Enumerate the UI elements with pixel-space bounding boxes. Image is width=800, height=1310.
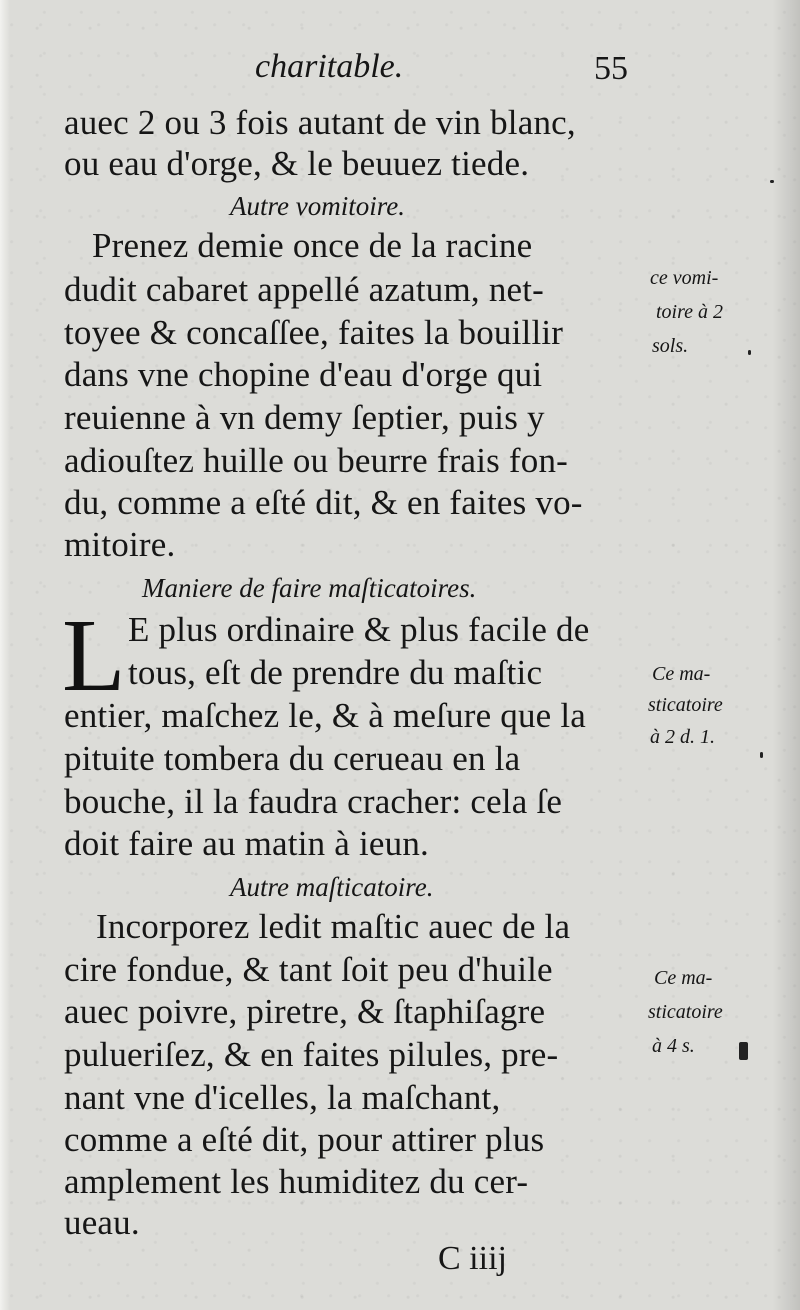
text-line: Prenez demie once de la racine bbox=[92, 226, 533, 265]
ink-speck bbox=[760, 752, 763, 758]
text-line: reuienne à vn demy ſeptier, puis y bbox=[64, 398, 545, 437]
text-line: mitoire. bbox=[64, 525, 176, 564]
section-heading: Autre maſticatoire. bbox=[230, 872, 434, 902]
ink-speck bbox=[770, 180, 774, 183]
text-line: bouche, il la faudra cracher: cela ſe bbox=[64, 782, 563, 821]
signature-mark: C iiij bbox=[438, 1240, 507, 1277]
text-line: adiouſtez huille ou beurre frais fon- bbox=[64, 441, 569, 480]
ink-speck bbox=[748, 350, 751, 355]
text-line: toyee & concaſſee, faites la bouillir bbox=[64, 313, 564, 352]
margin-note-line: Ce ma- bbox=[652, 663, 711, 685]
text-line: entier, maſchez le, & à meſure que la bbox=[64, 696, 586, 735]
text-line: dudit cabaret appellé azatum, net- bbox=[64, 270, 545, 309]
gutter-shadow bbox=[772, 0, 800, 1310]
text-line: pituite tombera du cerueau en la bbox=[64, 739, 521, 778]
section-heading: Autre vomitoire. bbox=[230, 191, 405, 221]
text-line: cire fondue, & tant ſoit peu d'huile bbox=[64, 950, 553, 989]
text-line: du, comme a eſté dit, & en faites vo- bbox=[64, 483, 583, 522]
text-line: E plus ordinaire & plus facile de bbox=[128, 610, 590, 649]
margin-note-line: Ce ma- bbox=[654, 967, 713, 989]
margin-note-line: à 2 d. 1. bbox=[650, 726, 715, 748]
text-line: dans vne chopine d'eau d'orge qui bbox=[64, 355, 543, 394]
margin-note-line: sols. bbox=[652, 335, 689, 357]
text-line: amplement les humiditez du cer- bbox=[64, 1162, 529, 1201]
section-heading: Maniere de faire maſticatoires. bbox=[142, 573, 477, 603]
margin-note-line: à 4 s. bbox=[652, 1035, 695, 1057]
page-edge bbox=[0, 0, 10, 1310]
text-line: auec poivre, piretre, & ſtaphiſagre bbox=[64, 992, 546, 1031]
text-line: nant vne d'icelles, la maſchant, bbox=[64, 1078, 501, 1117]
margin-note-line: toire à 2 bbox=[656, 301, 724, 323]
ink-blot bbox=[739, 1042, 748, 1060]
text-line: ou eau d'orge, & le beuuez tiede. bbox=[64, 144, 530, 183]
text-line: tous, eſt de prendre du maſtic bbox=[128, 653, 543, 692]
text-line: Incorporez ledit maſtic auec de la bbox=[96, 907, 571, 946]
margin-note-line: sticatoire bbox=[648, 694, 723, 716]
drop-cap-initial: L bbox=[62, 598, 126, 713]
text-line: comme a eſté dit, pour attirer plus bbox=[64, 1120, 545, 1159]
running-title: charitable. bbox=[255, 48, 404, 85]
text-line: auec 2 ou 3 fois autant de vin blanc, bbox=[64, 103, 576, 142]
page-number: 55 bbox=[594, 50, 628, 87]
margin-note-line: ce vomi- bbox=[650, 267, 719, 289]
text-line: doit faire au matin à ieun. bbox=[64, 824, 429, 863]
text-line: pulueriſez, & en faites pilules, pre- bbox=[64, 1035, 559, 1074]
margin-note-line: sticatoire bbox=[648, 1001, 723, 1023]
text-line: ueau. bbox=[64, 1203, 140, 1242]
